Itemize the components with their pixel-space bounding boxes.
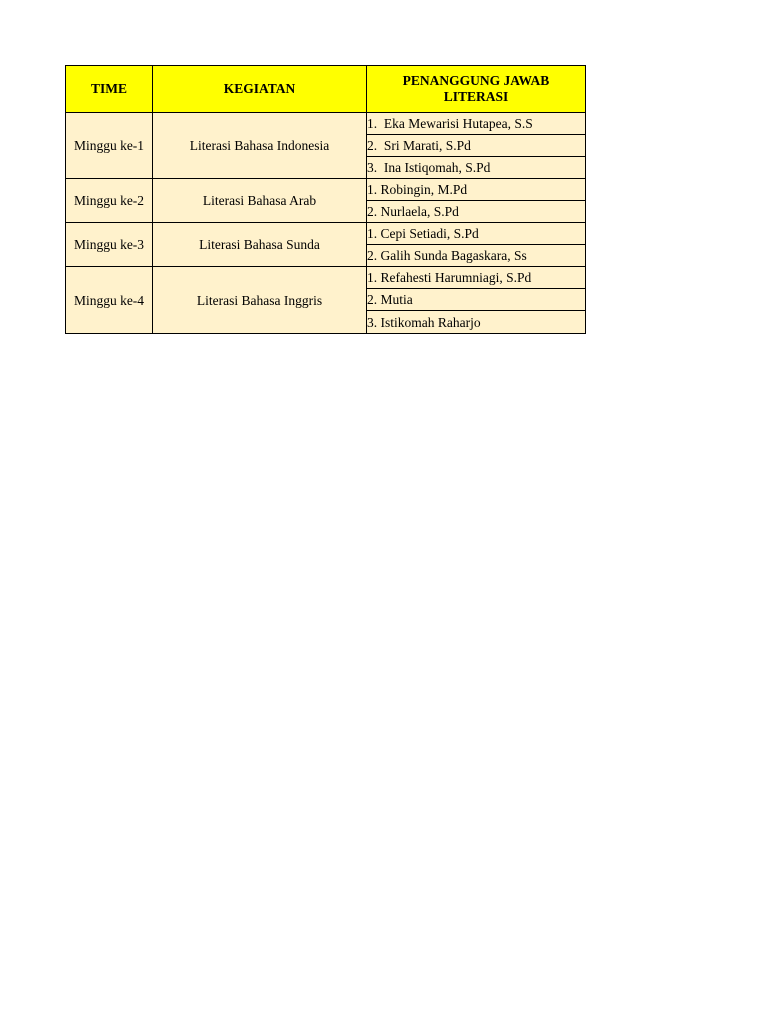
person-cell: 3. Istikomah Raharjo (367, 311, 586, 334)
person-cell: 2. Mutia (367, 289, 586, 311)
table-row (66, 179, 586, 201)
time-cell: Minggu ke-3 (66, 223, 153, 267)
person-cell: 2. Galih Sunda Bagaskara, Ss (367, 245, 586, 267)
time-cell: Minggu ke-4 (66, 267, 153, 334)
table-row (66, 267, 586, 289)
kegiatan-cell: Literasi Bahasa Arab (153, 179, 367, 223)
person-cell: 1. Cepi Setiadi, S.Pd (367, 223, 586, 245)
person-cell: 1. Robingin, M.Pd (367, 179, 586, 201)
person-cell: 3. Ina Istiqomah, S.Pd (367, 157, 586, 179)
header-time: TIME (66, 66, 153, 113)
person-cell: 1. Refahesti Harumniagi, S.Pd (367, 267, 586, 289)
person-cell: 1. Eka Mewarisi Hutapea, S.S (367, 113, 586, 135)
kegiatan-cell: Literasi Bahasa Sunda (153, 223, 367, 267)
time-cell: Minggu ke-2 (66, 179, 153, 223)
person-cell: 2. Sri Marati, S.Pd (367, 135, 586, 157)
schedule-table (65, 65, 586, 334)
kegiatan-cell: Literasi Bahasa Inggris (153, 267, 367, 334)
table-row (66, 113, 586, 135)
header-row (66, 66, 586, 113)
person-cell: 2. Nurlaela, S.Pd (367, 201, 586, 223)
time-cell: Minggu ke-1 (66, 113, 153, 179)
header-kegiatan: KEGIATAN (153, 66, 367, 113)
table-row (66, 223, 586, 245)
kegiatan-cell: Literasi Bahasa Indonesia (153, 113, 367, 179)
header-penanggung-jawab: PENANGGUNG JAWAB LITERASI (367, 66, 586, 113)
